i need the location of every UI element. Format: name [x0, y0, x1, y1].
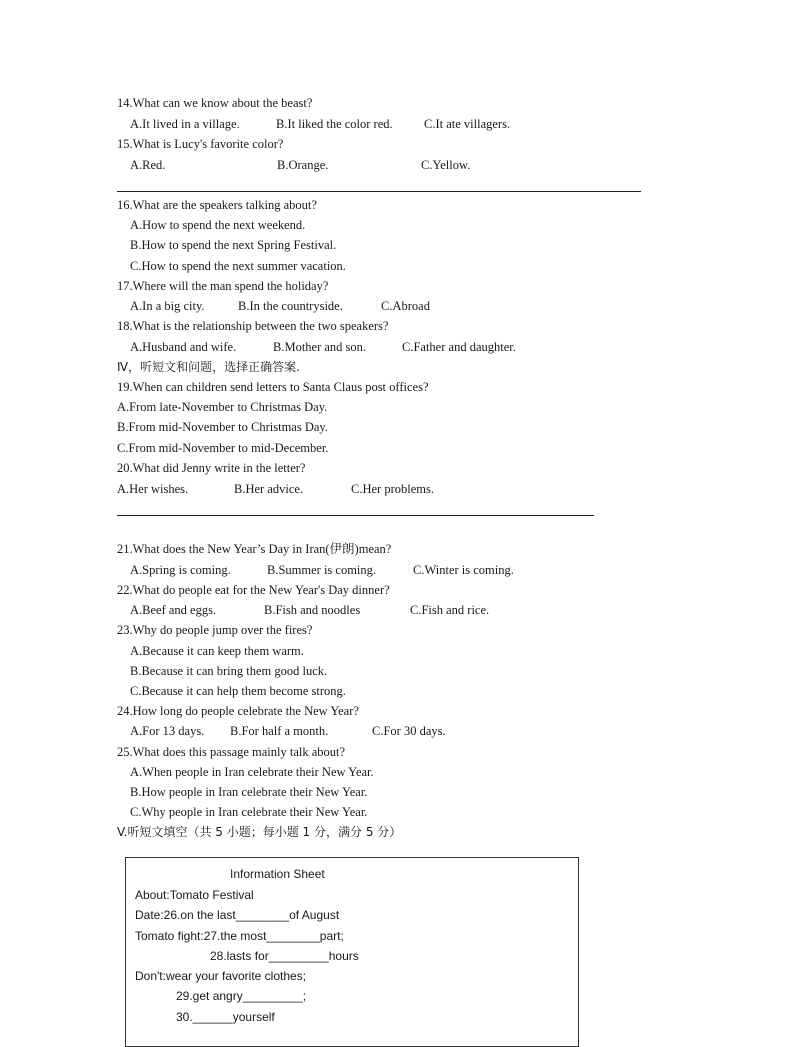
- q15-option-a: A.Red.: [130, 158, 166, 172]
- q23-option-c: C.Because it can help them become strong.: [130, 684, 346, 698]
- question-22: 22.What do people eat for the New Year's Day dinner?: [117, 583, 390, 597]
- q21-option-b: B.Summer is coming.: [267, 563, 377, 577]
- q17-option-b: B.In the countryside.: [238, 299, 343, 313]
- question-16: 16.What are the speakers talking about?: [117, 198, 317, 212]
- q22-option-b: B.Fish and noodles: [264, 603, 361, 617]
- q18-option-c: C.Father and daughter.: [402, 340, 516, 354]
- q24-option-a: A.For 13 days.: [130, 724, 205, 738]
- q22-option-a: A.Beef and eggs.: [130, 603, 217, 617]
- q15-option-c: C.Yellow.: [421, 158, 471, 172]
- question-24: 24.How long do people celebrate the New Year?: [117, 704, 359, 718]
- q16-option-b: B.How to spend the next Spring Festival.: [130, 238, 337, 252]
- q23-option-b: B.Because it can bring them good luck.: [130, 664, 328, 678]
- section-v-heading: V.听短文填空（共 5 小题；每小题 1 分，满分 5 分）: [117, 825, 402, 839]
- q23-option-a: A.Because it can keep them warm.: [130, 644, 304, 658]
- information-sheet-title: Information Sheet: [230, 867, 325, 881]
- q25-option-b: B.How people in Iran celebrate their New Year.: [130, 785, 368, 799]
- sheet-about: About:Tomato Festival: [135, 888, 254, 902]
- question-21: 21.What does the New Year’s Day in Iran(伊朗)mean?: [117, 542, 392, 556]
- q21-option-a: A.Spring is coming.: [130, 563, 231, 577]
- question-14: 14.What can we know about the beast?: [117, 96, 313, 110]
- q20-option-a: A.Her wishes.: [117, 482, 189, 496]
- section-iv-heading: Ⅳ，听短文和问题，选择正确答案.: [117, 360, 300, 374]
- sheet-lasts-blank: 28.lasts for_________hours: [210, 949, 359, 963]
- question-25: 25.What does this passage mainly talk about?: [117, 745, 346, 759]
- q20-option-c: C.Her problems.: [351, 482, 434, 496]
- q17-option-a: A.In a big city.: [130, 299, 205, 313]
- question-18: 18.What is the relationship between the two speakers?: [117, 319, 389, 333]
- q24-option-b: B.For half a month.: [230, 724, 329, 738]
- q19-option-b: B.From mid-November to Christmas Day.: [117, 420, 328, 434]
- question-19: 19.When can children send letters to Santa Claus post offices?: [117, 380, 429, 394]
- question-20: 20.What did Jenny write in the letter?: [117, 461, 306, 475]
- question-23: 23.Why do people jump over the fires?: [117, 623, 313, 637]
- sheet-dont: Don't:wear your favorite clothes;: [135, 969, 307, 983]
- q14-option-c: C.It ate villagers.: [424, 117, 511, 131]
- q19-option-a: A.From late-November to Christmas Day.: [117, 400, 328, 414]
- q16-option-a: A.How to spend the next weekend.: [130, 218, 306, 232]
- sheet-angry-blank: 29.get angry_________;: [176, 989, 307, 1003]
- q25-option-a: A.When people in Iran celebrate their New Year.: [130, 765, 374, 779]
- q19-option-c: C.From mid-November to mid-December.: [117, 441, 329, 455]
- q22-option-c: C.Fish and rice.: [410, 603, 490, 617]
- q24-option-c: C.For 30 days.: [372, 724, 446, 738]
- section-divider: [117, 191, 641, 192]
- sheet-date-blank: Date:26.on the last________of August: [135, 908, 340, 922]
- q14-option-a: A.It lived in a village.: [130, 117, 240, 131]
- q16-option-c: C.How to spend the next summer vacation.: [130, 259, 346, 273]
- q14-option-b: B.It liked the color red.: [276, 117, 393, 131]
- q20-option-b: B.Her advice.: [234, 482, 304, 496]
- q18-option-b: B.Mother and son.: [273, 340, 367, 354]
- question-17: 17.Where will the man spend the holiday?: [117, 279, 329, 293]
- section-divider: [117, 515, 594, 516]
- q21-option-c: C.Winter is coming.: [413, 563, 514, 577]
- q15-option-b: B.Orange.: [277, 158, 329, 172]
- q25-option-c: C.Why people in Iran celebrate their New Year.: [130, 805, 368, 819]
- sheet-tomato-fight-blank: Tomato fight:27.the most________part;: [135, 929, 344, 943]
- q18-option-a: A.Husband and wife.: [130, 340, 237, 354]
- q17-option-c: C.Abroad: [381, 299, 430, 313]
- question-15: 15.What is Lucy's favorite color?: [117, 137, 284, 151]
- sheet-yourself-blank: 30.______yourself: [176, 1010, 275, 1024]
